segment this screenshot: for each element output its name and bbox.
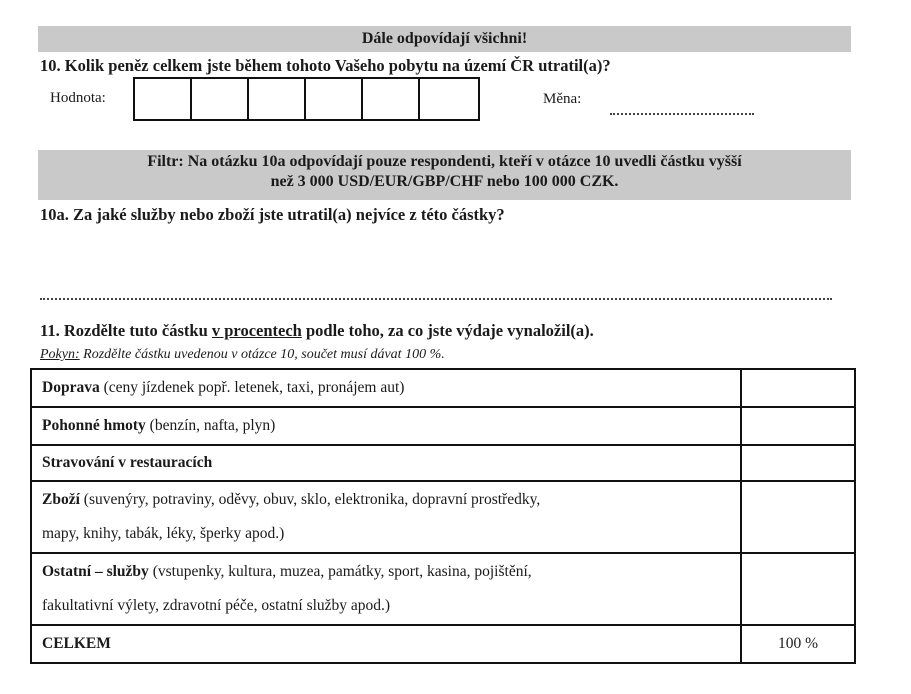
row-value-cell[interactable]	[741, 407, 855, 445]
row-label	[31, 369, 741, 407]
row-rest-2: fakultativní výlety, zdravotní péče, ostatní služby apod.)	[42, 597, 391, 614]
value-digit-boxes[interactable]	[133, 77, 480, 121]
q10a-answer-line[interactable]	[40, 298, 832, 300]
q11-text-after: podle toho, za co jste výdaje vynaložil(a).	[301, 321, 594, 340]
row-label	[31, 481, 741, 553]
total-value-cell: 100 %	[741, 625, 855, 663]
filter-line-2: než 3 000 USD/EUR/GBP/CHF nebo 100 000 CZK.	[270, 173, 619, 190]
digit-box[interactable]	[135, 79, 192, 119]
q11-text-before: 11. Rozdělte tuto částku	[40, 321, 212, 340]
row-rest: (vstupenky, kultura, muzea, památky, sport, kasina, pojištění,	[148, 563, 532, 580]
table-row	[31, 369, 855, 407]
row-rest: (suvenýry, potraviny, oděvy, obuv, sklo, elektronika, dopravní prostředky,	[79, 491, 541, 508]
row-rest: (ceny jízdenek popř. letenek, taxi, pronájem aut)	[99, 379, 405, 396]
currency-answer-line[interactable]	[610, 113, 754, 115]
row-value-cell[interactable]	[741, 481, 855, 553]
row-bold: Pohonné hmoty	[42, 417, 146, 434]
filter-line-1: Filtr: Na otázku 10a odpovídají pouze respondenti, kteří v otázce 10 uvedli částku vyšší	[147, 153, 742, 170]
digit-box[interactable]	[306, 79, 363, 119]
row-value-cell[interactable]	[741, 369, 855, 407]
table-row	[31, 625, 855, 663]
digit-box[interactable]	[363, 79, 420, 119]
hint-text: Rozdělte částku uvedenou v otázce 10, součet musí dávat 100 %.	[79, 347, 445, 362]
row-rest-2: mapy, knihy, tabák, léky, šperky apod.)	[42, 525, 285, 542]
row-bold: Zboží	[42, 491, 80, 508]
section-header-band: Dále odpovídají všichni!	[38, 26, 851, 52]
digit-box[interactable]	[249, 79, 306, 119]
row-label	[31, 407, 741, 445]
currency-label: Měna:	[543, 91, 582, 107]
row-bold: Ostatní – služby	[42, 563, 149, 580]
digit-box[interactable]	[192, 79, 249, 119]
row-rest: (benzín, nafta, plyn)	[145, 417, 276, 434]
value-label: Hodnota:	[50, 90, 106, 106]
question-10: 10. Kolik peněz celkem jste během tohoto Vašeho pobytu na území ČR utratil(a)?	[40, 56, 611, 75]
row-value-cell[interactable]	[741, 445, 855, 481]
hint-label: Pokyn:	[40, 347, 80, 362]
row-value-cell[interactable]	[741, 553, 855, 625]
q11-instruction	[40, 347, 445, 363]
digit-box[interactable]	[420, 79, 478, 119]
row-bold: Doprava	[42, 379, 100, 396]
question-11	[40, 321, 594, 341]
row-bold: Stravování v restauracích	[42, 454, 213, 471]
question-10a: 10a. Za jaké služby nebo zboží jste utratil(a) nejvíce z této částky?	[40, 205, 505, 224]
table-row	[31, 407, 855, 445]
q11-text-underlined: v procentech	[211, 321, 302, 340]
table-row	[31, 553, 855, 625]
expense-table	[30, 368, 856, 664]
table-row	[31, 481, 855, 553]
table-row	[31, 445, 855, 481]
row-label	[31, 445, 741, 481]
row-bold: CELKEM	[42, 635, 111, 652]
filter-band	[38, 150, 851, 200]
row-label	[31, 625, 741, 663]
row-label	[31, 553, 741, 625]
